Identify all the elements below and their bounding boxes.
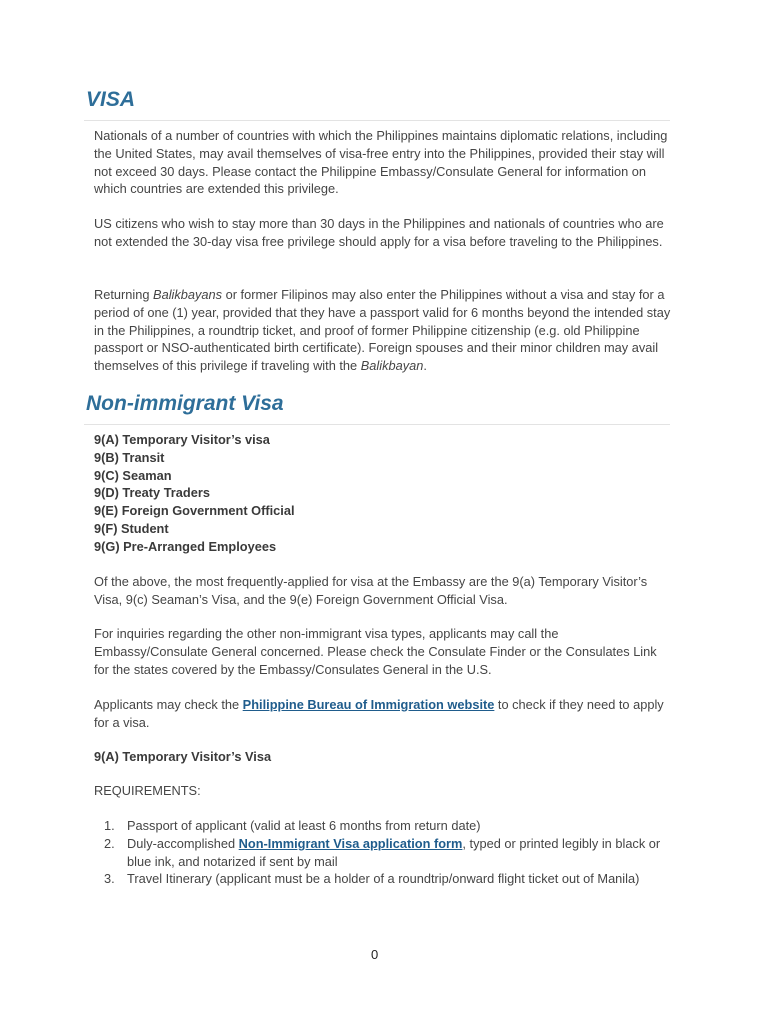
- visa-type-item: 9(G) Pre-Arranged Employees: [94, 538, 277, 554]
- requirement-item: [94, 835, 674, 871]
- p3-emphasis-balikbayan: Balikbayan: [360, 358, 424, 374]
- p3-pre: Applicants may check the: [94, 697, 243, 712]
- p3-post: to check if they need to apply for a visa.: [94, 697, 664, 730]
- requirement-text: Travel Itinerary (applicant must be a holder of a roundtrip/onward flight ticket out of Manila): [127, 871, 640, 887]
- visa-type-item: 9(C) Seaman: [94, 467, 172, 483]
- requirements-label: REQUIREMENTS:: [94, 783, 201, 798]
- visa-paragraph-3: [94, 286, 674, 375]
- requirement-item: [94, 817, 674, 835]
- temporary-visitor-subheading: 9(A) Temporary Visitor’s Visa: [94, 749, 272, 764]
- nonimmigrant-paragraph-1: Of the above, the most frequently-applied for visa at the Embassy are the 9(a) Temporary Visitor’s Visa, 9(c) Seaman’s Visa, and the 9(e) Foreign Government Official Visa.: [94, 574, 648, 607]
- requirements-list: [94, 817, 674, 888]
- requirement-item: [94, 870, 674, 888]
- requirement-number: 2.: [104, 835, 115, 851]
- visa-type-item: 9(E) Foreign Government Official: [94, 503, 295, 519]
- visa-type-item: 9(A) Temporary Visitor’s visa: [94, 432, 270, 447]
- p3-post: .: [423, 358, 427, 374]
- nonimmigrant-heading: Non-immigrant Visa: [86, 392, 284, 415]
- requirement-number: 1.: [104, 818, 115, 833]
- visa-types-list: [94, 431, 295, 556]
- nonimmigrant-paragraph-3: [94, 696, 674, 732]
- visa-type-item: 9(F) Student: [94, 520, 169, 536]
- visa-type-item: 9(D) Treaty Traders: [94, 485, 210, 501]
- requirement-text-pre: Duly-accomplished: [127, 835, 239, 851]
- application-form-link[interactable]: Non-Immigrant Visa application form: [238, 835, 463, 851]
- requirement-number: 3.: [104, 871, 115, 887]
- requirement-text: Passport of applicant (valid at least 6 months from return date): [127, 818, 481, 833]
- p3-emphasis-balikbayans: Balikbayans: [153, 287, 223, 302]
- p3-pre: Returning: [94, 287, 154, 302]
- visa-paragraph-1: Nationals of a number of countries with which the Philippines maintains diplomatic relations, including the United States, may avail themselves of visa-free entry into the Philippines, provided their stay will not exceed 30 days. Please contact the Philippine Embassy/Consulate General for information on which countries are extended this privilege.: [94, 128, 668, 197]
- bureau-of-immigration-link[interactable]: Philippine Bureau of Immigration website: [242, 697, 495, 712]
- requirement-text-post: , typed or printed legibly in black or blue ink, and notarized if sent by mail: [127, 835, 661, 869]
- visa-heading: VISA: [86, 88, 136, 111]
- nonimmigrant-heading-rule: [84, 424, 670, 425]
- visa-type-item: 9(B) Transit: [94, 449, 165, 465]
- visa-paragraph-2: US citizens who wish to stay more than 30 days in the Philippines and nationals of countries who are not extended the 30-day visa free privilege should apply for a visa before traveling to the Philippines.: [94, 216, 664, 249]
- visa-heading-rule: [84, 120, 670, 121]
- nonimmigrant-paragraph-2: For inquiries regarding the other non-immigrant visa types, applicants may call the Embassy/Consulate General concerned. Please check the Consulate Finder or the Consulates Link for the states covered by the Embassy/Consulates General in the U.S.: [94, 626, 657, 677]
- page-number: 0: [371, 947, 379, 962]
- p3-mid: or former Filipinos may also enter the Philippines without a visa and stay for a period of one (1) year, provided that they have a passport valid for 6 months beyond the intended stay in the Philippines, a roundtrip ticket, and proof of former Philippine citizenship (e.g. old Philippine passport or NSO-authenticated birth certificate). Foreign spouses and their minor children may avail themselves of this privilege if traveling with the: [94, 287, 671, 374]
